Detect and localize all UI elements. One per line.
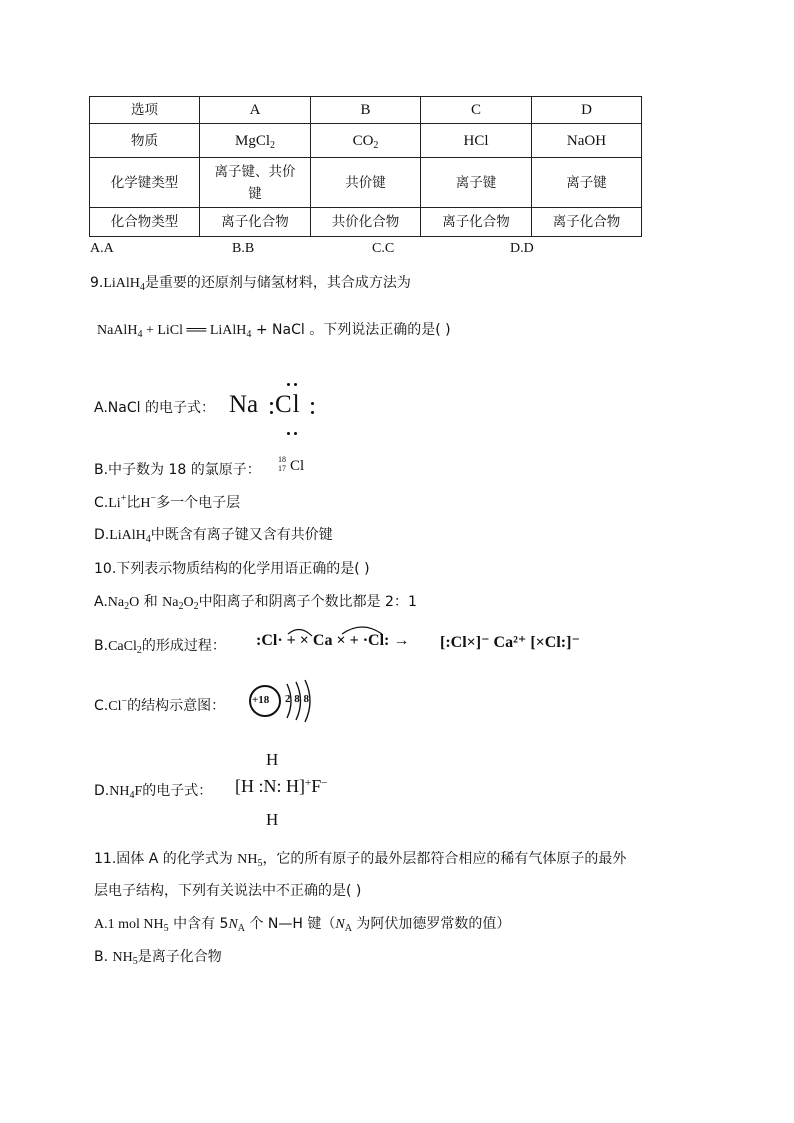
table-cell: 共价化合物 xyxy=(311,208,421,237)
q10-option-c[interactable]: C.Cl−的结构示意图： xyxy=(94,696,226,714)
q9-option-b[interactable]: B.中子数为 18 的氯原子： xyxy=(94,462,261,478)
table-cell: 离子键 xyxy=(532,158,642,208)
q9-equation: NaAlH$_4$ + LiCl ══ LiAlH$_4$ + NaCl 。下列说法正确的是( ) xyxy=(97,322,451,340)
table-row xyxy=(90,158,642,208)
table-header-cell: D xyxy=(532,97,642,124)
nacl-electron-formula: Na xyxy=(229,391,259,418)
table-cell: HCl xyxy=(421,124,532,158)
electron-transfer-arrows xyxy=(282,624,392,640)
q10-option-d[interactable]: $D.NH_4F$的电子式： xyxy=(94,783,213,801)
cacl2-formation-right: [:Cl×]⁻ Ca²⁺ [×Cl:]⁻ xyxy=(440,634,580,651)
row-label: 化合物类型 xyxy=(90,208,200,237)
isotope-symbol: Cl xyxy=(290,458,305,474)
q10-option-b[interactable]: B.CaCl$_2$的形成过程： xyxy=(94,638,226,656)
table-cell: $CO_2$ xyxy=(311,124,421,158)
answer-choice-b[interactable]: B.B xyxy=(232,241,255,256)
options-table xyxy=(89,96,642,237)
table-cell: 离子化合物 xyxy=(421,208,532,237)
nh4f-electron-formula: [H :N: H]+F− xyxy=(235,776,328,796)
answer-choice-d[interactable]: D.D xyxy=(510,241,534,256)
table-cell: NaOH xyxy=(532,124,642,158)
electron-dot xyxy=(294,432,297,435)
q9-option-d[interactable]: D.LiAlH$_4$中既含有离子键又含有共价键 xyxy=(94,527,333,545)
electron-dot xyxy=(287,432,290,435)
row-label: 物质 xyxy=(90,124,200,158)
q11-option-b[interactable]: B. $NH_5$是离子化合物 xyxy=(94,949,222,967)
table-header-cell: A xyxy=(200,97,311,124)
table-header-cell: B xyxy=(311,97,421,124)
table-cell: 共价键 xyxy=(311,158,421,208)
row-label: 化学键类型 xyxy=(90,158,200,208)
q10-stem: 10.下列表示物质结构的化学用语正确的是( ) xyxy=(94,561,370,577)
q10-option-a[interactable]: $A.Na_2O$ 和 $Na_2O_2$中阳离子和阴离子个数比都是 2：1 xyxy=(94,594,417,612)
electron-dot xyxy=(311,402,314,405)
table-cell: 离子化合物 xyxy=(532,208,642,237)
q9-option-a[interactable]: A.NaCl 的电子式： xyxy=(94,400,215,416)
electron-dot xyxy=(270,411,273,414)
q11-stem-line1: 11.固体 A 的化学式为 $NH_5$，它的所有原子的最外层都符合相应的稀有气体原子的最外 xyxy=(94,851,627,869)
electron-dot xyxy=(270,402,273,405)
electron-dot xyxy=(287,383,290,386)
nucleus-charge: +18 xyxy=(252,694,270,706)
chlorine-symbol: Cl xyxy=(275,391,301,418)
electron-shells: 2 8 8 xyxy=(285,693,310,705)
electron-dot xyxy=(294,383,297,386)
electron-dot xyxy=(311,411,314,414)
table-cell: MgCl$_2$ xyxy=(200,124,311,158)
isotope-numbers: 18 17 xyxy=(278,455,286,473)
table-row xyxy=(90,208,642,237)
answer-choice-a[interactable]: A.A xyxy=(90,241,114,256)
table-row xyxy=(90,124,642,158)
table-header-cell: C xyxy=(421,97,532,124)
q11-stem-line2: 层电子结构，下列有关说法中不正确的是( ) xyxy=(94,883,362,899)
table-header-cell: 选项 xyxy=(90,97,200,124)
table-cell: 离子化合物 xyxy=(200,208,311,237)
table-cell: 离子键 xyxy=(421,158,532,208)
table-cell: 离子键、共价键 xyxy=(200,158,311,208)
cacl2-formation-left: :Cl· + × Ca × + ·Cl: → xyxy=(256,632,410,649)
q9-option-c[interactable]: C.Li+比H−多一个电子层 xyxy=(94,493,241,511)
nh4-h-top: H xyxy=(266,750,279,769)
table-header-row xyxy=(90,97,642,124)
q9-stem: 9.LiAlH$_4$是重要的还原剂与储氢材料，其合成方法为 xyxy=(90,275,411,293)
answer-choice-c[interactable]: C.C xyxy=(372,241,395,256)
nh4-h-bottom: H xyxy=(266,810,279,829)
q11-option-a[interactable]: A.1 mol $NH_5$ 中含有 $5N_A$ 个 N—H 键（$N_A$ 为阿伏加德罗常数的值） xyxy=(94,916,511,934)
